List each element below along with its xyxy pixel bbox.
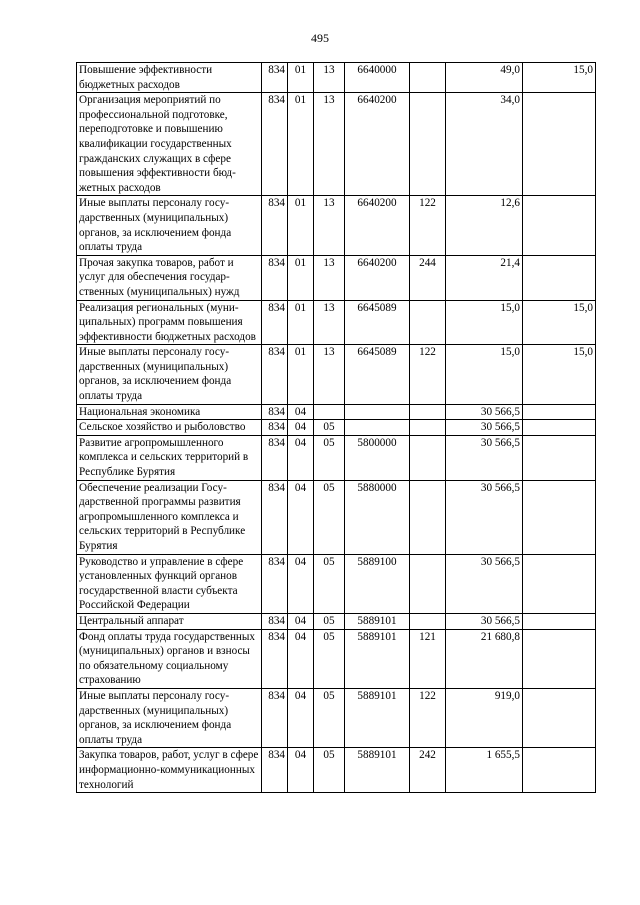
row-name-cell: Развитие агропромышленного комплекса и сельских территорий в Республике Бурятия [77,435,262,480]
section-code-cell: 01 [288,345,314,404]
expense-type-cell: 121 [410,629,446,688]
grbs-code-cell: 834 [262,554,288,613]
amount-cell: 34,0 [446,93,523,196]
amount-cell: 15,0 [446,345,523,404]
row-name-cell: Реализация региональных (муниципальных) программ повышения эффективности бюджетных расходов [77,300,262,345]
amount-second-cell [523,404,596,420]
amount-second-cell [523,629,596,688]
table-row [77,196,596,255]
target-article-cell [345,420,410,436]
subsection-code-cell: 05 [314,420,345,436]
expense-type-cell: 242 [410,748,446,793]
section-code-cell: 01 [288,93,314,196]
page-number: 495 [311,31,329,45]
row-name-cell: Фонд оплаты труда государственных (муниципальных) органов и взносы по обязательному социальному страхованию [77,629,262,688]
section-code-cell: 04 [288,613,314,629]
amount-cell: 15,0 [446,300,523,345]
section-code-cell: 04 [288,554,314,613]
amount-second-cell [523,255,596,300]
table-row [77,613,596,629]
table-row [77,345,596,404]
expense-type-cell [410,420,446,436]
table-row [77,688,596,747]
expense-type-cell [410,435,446,480]
target-article-cell: 6640000 [345,63,410,93]
row-name-cell: Закупка товаров, работ, услуг в сфере информационно-коммуникационных технологий [77,748,262,793]
subsection-code-cell [314,404,345,420]
subsection-code-cell: 13 [314,93,345,196]
section-code-cell: 04 [288,420,314,436]
table-row [77,554,596,613]
section-code-cell: 04 [288,435,314,480]
subsection-code-cell: 13 [314,196,345,255]
expense-type-cell: 122 [410,345,446,404]
expense-type-cell [410,93,446,196]
target-article-cell: 5880000 [345,480,410,554]
amount-second-cell: 15,0 [523,345,596,404]
amount-second-cell [523,554,596,613]
table-row [77,748,596,793]
amount-second-cell: 15,0 [523,63,596,93]
subsection-code-cell: 13 [314,63,345,93]
expense-type-cell [410,480,446,554]
grbs-code-cell: 834 [262,404,288,420]
grbs-code-cell: 834 [262,300,288,345]
row-name-cell: Национальная экономика [77,404,262,420]
amount-second-cell [523,480,596,554]
amount-cell: 30 566,5 [446,613,523,629]
row-name-cell: Повышение эффективности бюджетных расходов [77,63,262,93]
amount-cell: 30 566,5 [446,420,523,436]
amount-cell: 30 566,5 [446,554,523,613]
row-name-cell: Иные выплаты персоналу государственных (муниципальных) органов, за исключением фонда оплаты труда [77,345,262,404]
amount-second-cell [523,435,596,480]
row-name-cell: Сельское хозяйство и рыболовство [77,420,262,436]
expense-type-cell [410,404,446,420]
grbs-code-cell: 834 [262,688,288,747]
target-article-cell: 5889101 [345,748,410,793]
subsection-code-cell: 05 [314,480,345,554]
row-name-cell: Иные выплаты персоналу государственных (муниципальных) органов, за исключением фонда оплаты труда [77,196,262,255]
table-row [77,480,596,554]
amount-second-cell [523,420,596,436]
amount-cell: 30 566,5 [446,480,523,554]
expense-type-cell [410,63,446,93]
amount-cell: 30 566,5 [446,404,523,420]
subsection-code-cell: 05 [314,748,345,793]
table-row [77,435,596,480]
expense-type-cell: 122 [410,688,446,747]
target-article-cell: 5889101 [345,629,410,688]
expense-type-cell [410,300,446,345]
row-name-cell: Иные выплаты персоналу государственных (муниципальных) органов, за исключением фонда оплаты труда [77,688,262,747]
target-article-cell: 6645089 [345,300,410,345]
amount-cell: 919,0 [446,688,523,747]
row-name-cell: Прочая закупка товаров, работ и услуг для обеспечения государственных (муниципальных) нужд [77,255,262,300]
budget-table [76,62,596,793]
section-code-cell: 04 [288,480,314,554]
expense-type-cell: 122 [410,196,446,255]
subsection-code-cell: 05 [314,688,345,747]
grbs-code-cell: 834 [262,480,288,554]
subsection-code-cell: 13 [314,255,345,300]
expense-type-cell: 244 [410,255,446,300]
table-row [77,420,596,436]
amount-second-cell [523,688,596,747]
amount-cell: 12,6 [446,196,523,255]
row-name-cell: Организация мероприятий по профессиональной подготовке, переподготовке и повышению квалификации государственных гражданских служащих в сфере повышения эффективности бюджетных расходов [77,93,262,196]
target-article-cell: 6640200 [345,196,410,255]
amount-second-cell [523,613,596,629]
grbs-code-cell: 834 [262,748,288,793]
grbs-code-cell: 834 [262,345,288,404]
table-row [77,629,596,688]
grbs-code-cell: 834 [262,435,288,480]
row-name-cell: Центральный аппарат [77,613,262,629]
target-article-cell [345,404,410,420]
target-article-cell: 6640200 [345,255,410,300]
subsection-code-cell: 05 [314,613,345,629]
target-article-cell: 6640200 [345,93,410,196]
section-code-cell: 01 [288,255,314,300]
section-code-cell: 01 [288,63,314,93]
grbs-code-cell: 834 [262,93,288,196]
amount-second-cell [523,93,596,196]
amount-second-cell [523,748,596,793]
section-code-cell: 04 [288,748,314,793]
section-code-cell: 01 [288,196,314,255]
target-article-cell: 5889101 [345,613,410,629]
amount-cell: 1 655,5 [446,748,523,793]
subsection-code-cell: 13 [314,345,345,404]
expense-type-cell [410,554,446,613]
table-row [77,404,596,420]
subsection-code-cell: 13 [314,300,345,345]
amount-cell: 49,0 [446,63,523,93]
grbs-code-cell: 834 [262,629,288,688]
amount-cell: 30 566,5 [446,435,523,480]
subsection-code-cell: 05 [314,629,345,688]
grbs-code-cell: 834 [262,420,288,436]
target-article-cell: 6645089 [345,345,410,404]
grbs-code-cell: 834 [262,196,288,255]
table-row [77,255,596,300]
amount-second-cell [523,196,596,255]
expense-type-cell [410,613,446,629]
table-row [77,300,596,345]
subsection-code-cell: 05 [314,554,345,613]
section-code-cell: 04 [288,404,314,420]
table-row [77,93,596,196]
row-name-cell: Обеспечение реализации Государственной программы развития агропромышленного комплекса и сельских территорий в Республике Бурятия [77,480,262,554]
amount-second-cell: 15,0 [523,300,596,345]
target-article-cell: 5800000 [345,435,410,480]
target-article-cell: 5889101 [345,688,410,747]
grbs-code-cell: 834 [262,255,288,300]
amount-cell: 21,4 [446,255,523,300]
subsection-code-cell: 05 [314,435,345,480]
grbs-code-cell: 834 [262,63,288,93]
section-code-cell: 04 [288,629,314,688]
section-code-cell: 04 [288,688,314,747]
table-row [77,63,596,93]
amount-cell: 21 680,8 [446,629,523,688]
section-code-cell: 01 [288,300,314,345]
target-article-cell: 5889100 [345,554,410,613]
budget-table-body [77,63,596,793]
grbs-code-cell: 834 [262,613,288,629]
row-name-cell: Руководство и управление в сфере установленных функций органов государственной власти субъекта Российской Федерации [77,554,262,613]
